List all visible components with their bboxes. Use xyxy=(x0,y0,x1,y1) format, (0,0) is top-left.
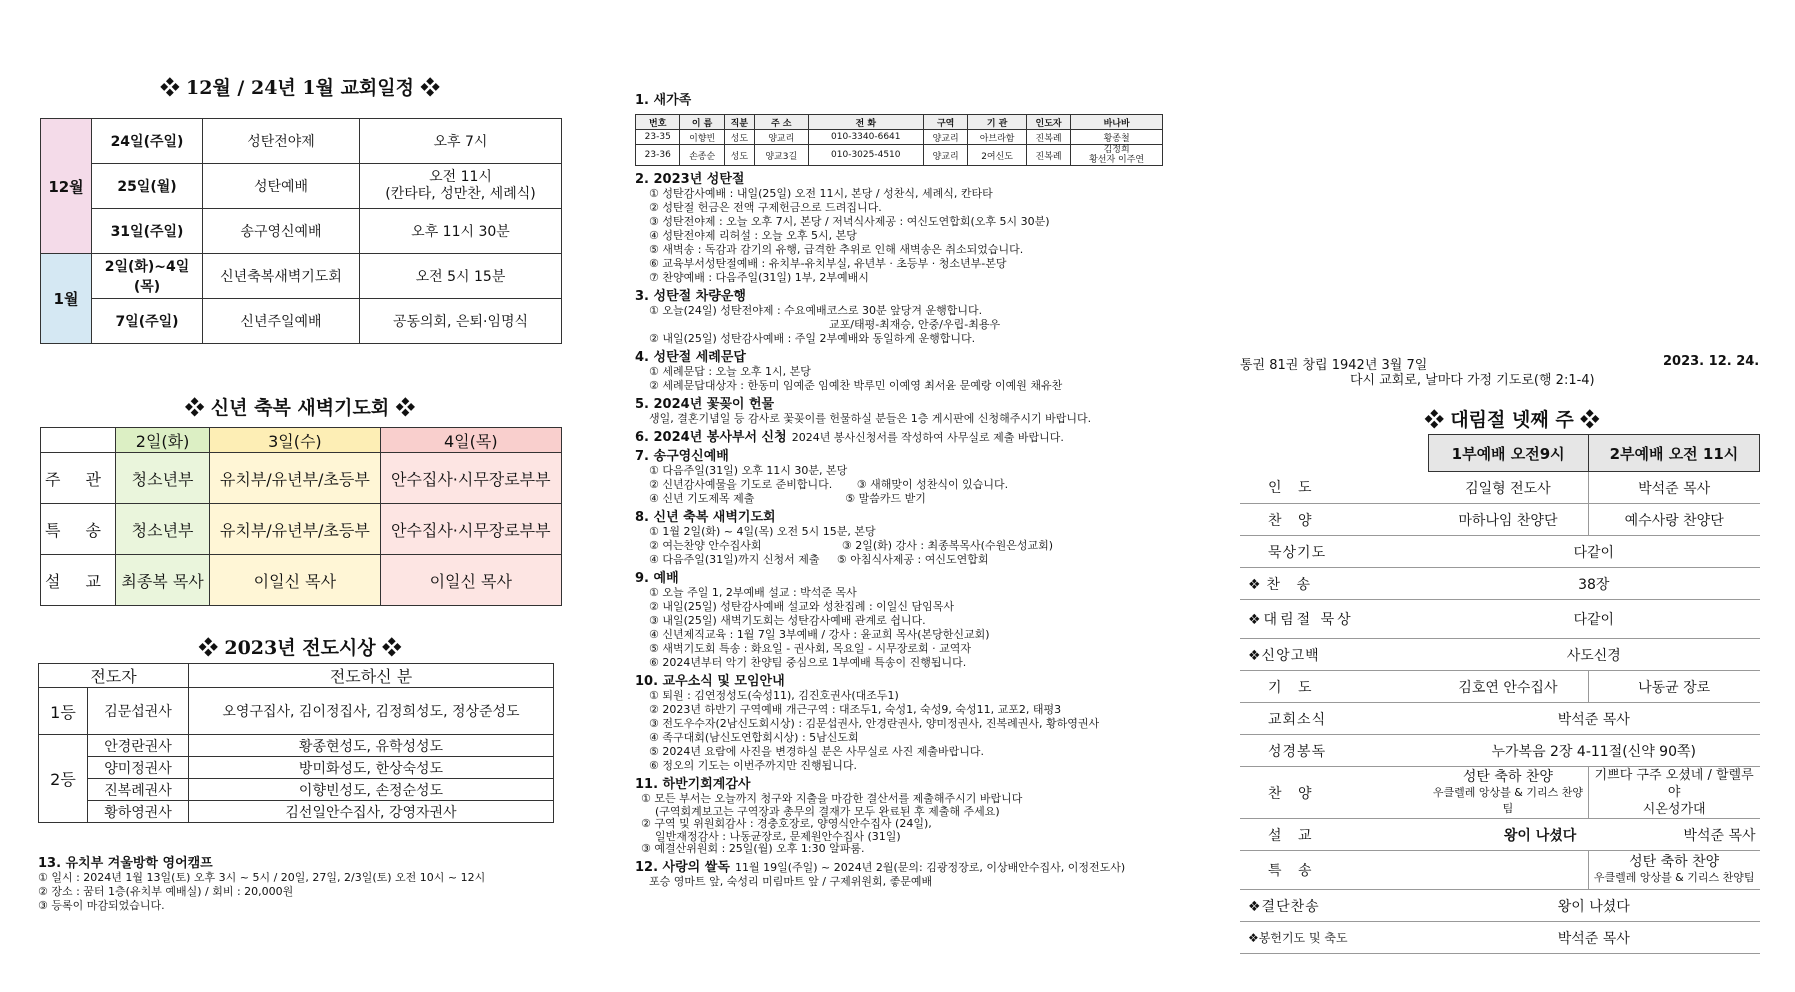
news-line: ① 오늘 주일 1, 2부예배 설교 : 박석준 목사 xyxy=(649,586,857,599)
news-line: ② 세례문답대상자 : 한동미 임예준 임예찬 박루민 이예영 최서윤 문예랑 이예원 채유찬 xyxy=(649,379,1063,392)
table-row xyxy=(39,688,554,735)
advent-title: ❖ 대림절 넷째 주 ❖ xyxy=(1424,409,1600,431)
news-section-title: 10. 교우소식 및 모임안내 xyxy=(635,674,785,689)
blank-header xyxy=(1240,435,1428,472)
camp-line: ① 일시 : 2024년 1월 13일(토) 오후 3시 ~ 5시 / 20일, 27일, 2/3일(토) 오전 10시 ~ 12시 xyxy=(38,871,486,884)
day-header: 2일(화) xyxy=(116,428,210,453)
news-section-title: 4. 성탄절 세례문답 xyxy=(635,350,746,365)
cell: 황종철 xyxy=(1071,130,1163,145)
news-line: ① 오늘(24일) 성탄전야제 : 수요예배코스로 30분 앞당겨 운행합니다. xyxy=(649,304,983,317)
evang-table xyxy=(38,663,554,823)
order-value: 나동균 장로 xyxy=(1588,671,1759,703)
col-header: 기 관 xyxy=(968,115,1027,130)
order-value: 왕이 나셨다 xyxy=(1428,890,1760,922)
news-line: 교포/태평-최재승, 안중/우립-최용우 xyxy=(829,318,1001,331)
cell: 양교3길 xyxy=(754,145,808,166)
news-section-title: 5. 2024년 꽃꽂이 헌물 xyxy=(635,397,775,412)
rank-cell: 2등 xyxy=(39,735,88,823)
order-item: 설 교 xyxy=(1240,819,1428,851)
cell: 성도 xyxy=(724,145,754,166)
order-value xyxy=(1588,851,1759,890)
table-row xyxy=(1240,819,1760,851)
news-section-title: 6. 2024년 봉사부서 신청 xyxy=(635,430,787,445)
camp-line: ③ 등록이 마감되었습니다. xyxy=(38,899,165,912)
cell: 안수집사·시무장로부부 xyxy=(380,504,561,555)
row-label: 설 교 xyxy=(41,555,116,606)
news-line: ② 성탄절 헌금은 전액 구제헌금으로 드려집니다. xyxy=(649,201,882,214)
cell: 이일신 목사 xyxy=(210,555,380,606)
date-cell: 25일(월) xyxy=(92,164,203,209)
camp-notice xyxy=(38,852,558,913)
cell: 청소년부 xyxy=(116,453,210,504)
cell: 최종복 목사 xyxy=(116,555,210,606)
col-header: 번호 xyxy=(636,115,680,130)
table-row xyxy=(636,145,1163,166)
table-row xyxy=(1240,536,1760,568)
cell: 이일신 목사 xyxy=(380,555,561,606)
news-line: ④ 다음주일(31일)까지 신청서 제출 ⑤ 아침식사제공 : 여신도연합회 xyxy=(649,553,989,566)
news-section-title: 1. 새가족 xyxy=(635,93,692,108)
news-line: ⑥ 교육부서성탄절예배 : 유치부-유치부실, 유년부 · 초등부 · 청소년부-본당 xyxy=(649,257,1007,270)
order-value: 박석준 목사 xyxy=(1428,922,1760,954)
worship-order-table xyxy=(1240,434,1760,954)
camp-line: ② 장소 : 꿈터 1층(유치부 예배실) / 회비 : 20,000원 xyxy=(38,885,294,898)
order-value xyxy=(1428,767,1588,819)
recipient-cell: 오영구집사, 김이정집사, 김정희성도, 정상준성도 xyxy=(189,688,554,735)
order-item: ❖대림절 묵상 xyxy=(1240,600,1428,639)
news-section-title: 7. 송구영신예배 xyxy=(635,449,729,464)
order-item: 특 송 xyxy=(1240,851,1428,890)
table-row xyxy=(1240,435,1760,472)
day-header: 3일(수) xyxy=(210,428,380,453)
news-line: ③ 내일(25일) 새벽기도회는 성탄감사예배 관계로 쉽니다. xyxy=(649,614,926,627)
time-cell: 오전 5시 15분 xyxy=(360,254,562,299)
row-label: 주 관 xyxy=(41,453,116,504)
table-row xyxy=(39,779,554,801)
news-section-title: 12. 사랑의 쌀독 xyxy=(635,860,730,875)
day-header: 4일(목) xyxy=(380,428,561,453)
news-line: (구역회계보고는 구역장과 총무의 결재가 모두 완료된 후 제출해 주세요) xyxy=(655,805,1000,818)
month-jan: 1월 xyxy=(41,254,92,344)
news-line: ③ 전도우수자(2남신도회시상) : 김문섭권사, 안경란권사, 양미정권사, 진복례권사, 황하영권사 xyxy=(649,717,1100,730)
cell: 김정희 황선자 이주연 xyxy=(1071,145,1163,166)
news-line: ④ 성탄전야제 리허설 : 오늘 오후 5시, 본당 xyxy=(649,229,857,242)
praise-title: 성탄 축하 찬양 xyxy=(1462,768,1553,785)
service-header: 1부예배 오전9시 xyxy=(1428,435,1588,472)
col-header: 인도자 xyxy=(1026,115,1070,130)
recipient-cell: 이향빈성도, 손정순성도 xyxy=(189,779,554,801)
cell: 23-36 xyxy=(636,145,680,166)
col-header: 구역 xyxy=(923,115,967,130)
order-item: ❖신앙고백 xyxy=(1240,639,1428,671)
sermon-title: 왕이 나셨다 xyxy=(1428,819,1588,851)
evangelist-cell: 안경란권사 xyxy=(88,735,189,757)
table-row xyxy=(1240,671,1760,703)
table-row xyxy=(39,735,554,757)
praise-performer: 우클렐레 앙상블 & 기리스 찬양팀 xyxy=(1432,785,1583,815)
dawn-title: ❖ 신년 축복 새벽기도회 ❖ xyxy=(185,397,415,419)
rank-cell: 1등 xyxy=(39,688,88,735)
cell: 진복례 xyxy=(1026,145,1070,166)
table-row xyxy=(41,209,562,254)
table-row xyxy=(1240,851,1760,890)
table-row xyxy=(1240,767,1760,819)
col-header: 직분 xyxy=(724,115,754,130)
table-row xyxy=(1240,922,1760,954)
date-cell: 24일(주일) xyxy=(92,119,203,164)
church-motto: 다시 교회로, 날마다 가정 기도로(행 2:1-4) xyxy=(1350,373,1595,388)
news-line: ⑥ 정오의 기도는 이번주까지만 진행됩니다. xyxy=(649,759,857,772)
order-item: 묵상기도 xyxy=(1240,536,1428,568)
order-item: ❖찬 송 xyxy=(1240,568,1428,600)
cell: 손종순 xyxy=(680,145,724,166)
time-cell: 오후 11시 30분 xyxy=(360,209,562,254)
order-item: 찬 양 xyxy=(1240,504,1428,536)
table-row xyxy=(41,428,562,453)
news-line: ① 다음주일(31일) 오후 11시 30분, 본당 xyxy=(649,464,848,477)
evangelist-cell: 김문섭권사 xyxy=(88,688,189,735)
news-section-title: 2. 2023년 성탄절 xyxy=(635,172,745,187)
table-row xyxy=(39,664,554,688)
camp-title: 13. 유치부 겨울방학 영어캠프 xyxy=(38,856,213,871)
order-item: 성경봉독 xyxy=(1240,735,1428,767)
order-item: ❖봉헌기도 및 축도 xyxy=(1240,922,1428,954)
service-header: 2부예배 오전 11시 xyxy=(1588,435,1759,472)
order-value: 38장 xyxy=(1428,568,1760,600)
table-row xyxy=(1240,735,1760,767)
order-value: 박석준 목사 xyxy=(1588,472,1759,504)
event-cell: 성탄예배 xyxy=(203,164,360,209)
schedule-table xyxy=(40,118,562,344)
blank-header xyxy=(41,428,116,453)
preacher: 박석준 목사 xyxy=(1588,819,1759,851)
table-row xyxy=(41,299,562,344)
order-value xyxy=(1588,767,1759,819)
cell: 2여신도 xyxy=(968,145,1027,166)
cell: 양교리 xyxy=(923,145,967,166)
news-line: ② 내일(25일) 성탄감사예배 설교와 성찬집례 : 이일신 담임목사 xyxy=(649,600,955,613)
news-line: ⑤ 새벽송 : 독감과 감기의 유행, 급격한 추위로 인해 새벽송은 취소되었습니다. xyxy=(649,243,1024,256)
table-row xyxy=(39,801,554,823)
news-line: ⑤ 2024년 요람에 사진을 변경하실 분은 사무실로 사진 제출바랍니다. xyxy=(649,745,984,758)
order-item: 찬 양 xyxy=(1240,767,1428,819)
new-family-table xyxy=(635,114,1163,166)
event-cell: 신년축복새벽기도회 xyxy=(203,254,360,299)
schedule-title: ❖ 12월 / 24년 1월 교회일정 ❖ xyxy=(160,77,440,99)
table-row xyxy=(1240,703,1760,735)
time-cell: 오후 7시 xyxy=(360,119,562,164)
table-row xyxy=(636,115,1163,130)
event-cell: 성탄전야제 xyxy=(203,119,360,164)
table-row xyxy=(636,130,1163,145)
cell: 유치부/유년부/초등부 xyxy=(210,453,380,504)
table-row xyxy=(41,254,562,299)
news-line: ④ 신년 기도제목 제출 ⑤ 말씀카드 받기 xyxy=(649,492,926,505)
cell: 안수집사·시무장로부부 xyxy=(380,453,561,504)
news-line: ⑥ 2024년부터 악기 찬양팀 중심으로 1부예배 특송이 진행됩니다. xyxy=(649,656,967,669)
col-header: 바나바 xyxy=(1071,115,1163,130)
cell: 양교리 xyxy=(923,130,967,145)
order-item: 교회소식 xyxy=(1240,703,1428,735)
news-line: 생일, 결혼기념일 등 감사로 꽃꽂이를 헌물하실 분들은 1층 게시판에 신청해주시기 바랍니다. xyxy=(649,412,1092,425)
table-row xyxy=(1240,504,1760,536)
praise-performer: 시온성가대 xyxy=(1642,802,1706,817)
dawn-table xyxy=(40,427,562,606)
table-row xyxy=(39,757,554,779)
news-line: 일반재정감사 : 나동균장로, 문제원안수집사 (31일) xyxy=(655,830,901,843)
news-line: 포승 영마트 앞, 숙성리 미림마트 앞 / 구제위원회, 좋문예배 xyxy=(649,875,933,888)
recipient-cell: 황종현성도, 유학성성도 xyxy=(189,735,554,757)
news-line: ② 구역 및 위원회감사 : 경충호장로, 양영식안수집사 (24일), xyxy=(641,817,932,830)
order-value xyxy=(1428,851,1588,890)
evangelist-cell: 진복례권사 xyxy=(88,779,189,801)
bulletin-date: 2023. 12. 24. xyxy=(1663,354,1760,369)
news-line: ⑦ 찬양예배 : 다음주일(31일) 1부, 2부예배시 xyxy=(649,271,869,284)
news-line: ③ 성탄전야제 : 오늘 오후 7시, 본당 / 저녁식사제공 : 여신도연합회(오후 5시 30분) xyxy=(649,215,1050,228)
news-line: ② 여는찬양 안수집사회 ③ 2일(화) 강사 : 최종복목사(수원은성교회) xyxy=(649,539,1054,552)
order-value: 박석준 목사 xyxy=(1428,703,1760,735)
table-row xyxy=(41,119,562,164)
event-cell: 신년주일예배 xyxy=(203,299,360,344)
cell: 23-35 xyxy=(636,130,680,145)
time-cell: 공동의회, 은퇴·임명식 xyxy=(360,299,562,344)
recipient-cell: 김선일안수집사, 강영자권사 xyxy=(189,801,554,823)
evangelist-cell: 황하영권사 xyxy=(88,801,189,823)
cell: 진복례 xyxy=(1026,130,1070,145)
table-row xyxy=(1240,639,1760,671)
order-item: 기 도 xyxy=(1240,671,1428,703)
table-row xyxy=(1240,568,1760,600)
order-item: ❖결단찬송 xyxy=(1240,890,1428,922)
news-line: ① 성탄감사예배 : 내일(25일) 오전 11시, 본당 / 성찬식, 세례식, 칸타타 xyxy=(649,187,993,200)
evang-header: 전도하신 분 xyxy=(189,664,554,688)
news-section-title: 3. 성탄절 차량운행 xyxy=(635,289,746,304)
row-label: 특 송 xyxy=(41,504,116,555)
order-value: 김일형 전도사 xyxy=(1428,472,1588,504)
order-value: 다같이 xyxy=(1428,536,1760,568)
news-line: ② 2023년 하반기 구역예배 개근구역 : 대조두1, 숙성1, 숙성9, 숙성11, 교포2, 태평3 xyxy=(649,703,1062,716)
order-value: 누가복음 2장 4-11절(신약 90쪽) xyxy=(1428,735,1760,767)
order-value: 예수사랑 찬양단 xyxy=(1588,504,1759,536)
date-cell: 7일(주일) xyxy=(92,299,203,344)
order-item: 인 도 xyxy=(1240,472,1428,504)
recipient-cell: 방미화성도, 한상숙성도 xyxy=(189,757,554,779)
table-row xyxy=(41,555,562,606)
col-header: 이 름 xyxy=(680,115,724,130)
order-value: 마하나임 찬양단 xyxy=(1428,504,1588,536)
news-line: ④ 족구대회(남신도연합회시상) : 5남신도회 xyxy=(649,731,859,744)
table-row xyxy=(41,504,562,555)
news-line: ① 1월 2일(화) ~ 4일(목) 오전 5시 15분, 본당 xyxy=(649,525,876,538)
news-column xyxy=(635,89,1170,889)
cell: 010-3025-4510 xyxy=(808,145,923,166)
news-line: ① 퇴원 : 김연정성도(숙성11), 김진호권사(대조두1) xyxy=(649,689,899,702)
evangelist-cell: 양미정권사 xyxy=(88,757,189,779)
month-dec: 12월 xyxy=(41,119,92,254)
date-cell: 2일(화)~4일(목) xyxy=(92,254,203,299)
news-line: ② 내일(25일) 성탄감사예배 : 주일 2부예배와 동일하게 운행합니다. xyxy=(649,332,976,345)
news-section-title: 9. 예배 xyxy=(635,571,679,586)
news-line: ④ 신년제직교육 : 1월 7일 3부예배 / 강사 : 윤교희 목사(본당한신교회) xyxy=(649,628,990,641)
evang-title: ❖ 2023년 전도시상 ❖ xyxy=(198,637,402,659)
table-row xyxy=(1240,890,1760,922)
news-line: ① 모든 부서는 오늘까지 청구와 지출을 마감한 결산서를 제출해주시기 바랍니다 xyxy=(641,792,1023,805)
order-value: 사도신경 xyxy=(1428,639,1760,671)
news-line: ⑤ 새벽기도회 특송 : 화요일 - 권사회, 목요일 - 시무장로회 · 교역자 xyxy=(649,642,971,655)
special-song: 성탄 축하 찬양 xyxy=(1629,854,1720,870)
news-line: 11월 19일(주일) ~ 2024년 2월(문의: 김광정장로, 이상배안수집사, 이정전도사) xyxy=(734,861,1126,874)
order-value: 김호연 안수집사 xyxy=(1428,671,1588,703)
table-row xyxy=(41,164,562,209)
cell: 이향빈 xyxy=(680,130,724,145)
table-row xyxy=(1240,472,1760,504)
col-header: 주 소 xyxy=(754,115,808,130)
news-line: ① 세례문답 : 오늘 오후 1시, 본당 xyxy=(649,365,811,378)
cell: 양교리 xyxy=(754,130,808,145)
time-cell: 오전 11시 (칸타타, 성만찬, 세례식) xyxy=(360,164,562,209)
praise-title: 기쁘다 구주 오셨네 / 할렐루야 xyxy=(1594,768,1754,800)
col-header: 전 화 xyxy=(808,115,923,130)
cell: 유치부/유년부/초등부 xyxy=(210,504,380,555)
news-line: ② 신년감사예물을 기도로 준비합니다. ③ 새해맞이 성찬식이 있습니다. xyxy=(649,478,1009,491)
order-value: 다같이 xyxy=(1428,600,1760,639)
cell: 아브라함 xyxy=(968,130,1027,145)
volume-info: 통권 81권 창립 1942년 3월 7일 xyxy=(1240,358,1428,373)
cell: 청소년부 xyxy=(116,504,210,555)
special-performer: 우클렐레 앙상블 & 기리스 찬양팀 xyxy=(1593,871,1755,884)
cell: 성도 xyxy=(724,130,754,145)
event-cell: 송구영신예배 xyxy=(203,209,360,254)
news-line: ③ 예결산위원회 : 25일(월) 오후 1:30 알파룸. xyxy=(641,842,865,855)
table-row xyxy=(41,453,562,504)
table-row xyxy=(1240,600,1760,639)
evang-header: 전도자 xyxy=(39,664,189,688)
news-section-title: 8. 신년 축복 새벽기도회 xyxy=(635,510,776,525)
cell: 010-3340-6641 xyxy=(808,130,923,145)
news-line: 2024년 봉사신청서를 작성하여 사무실로 제출 바랍니다. xyxy=(791,431,1064,444)
date-cell: 31일(주일) xyxy=(92,209,203,254)
news-section-title: 11. 하반기회계감사 xyxy=(635,777,751,792)
